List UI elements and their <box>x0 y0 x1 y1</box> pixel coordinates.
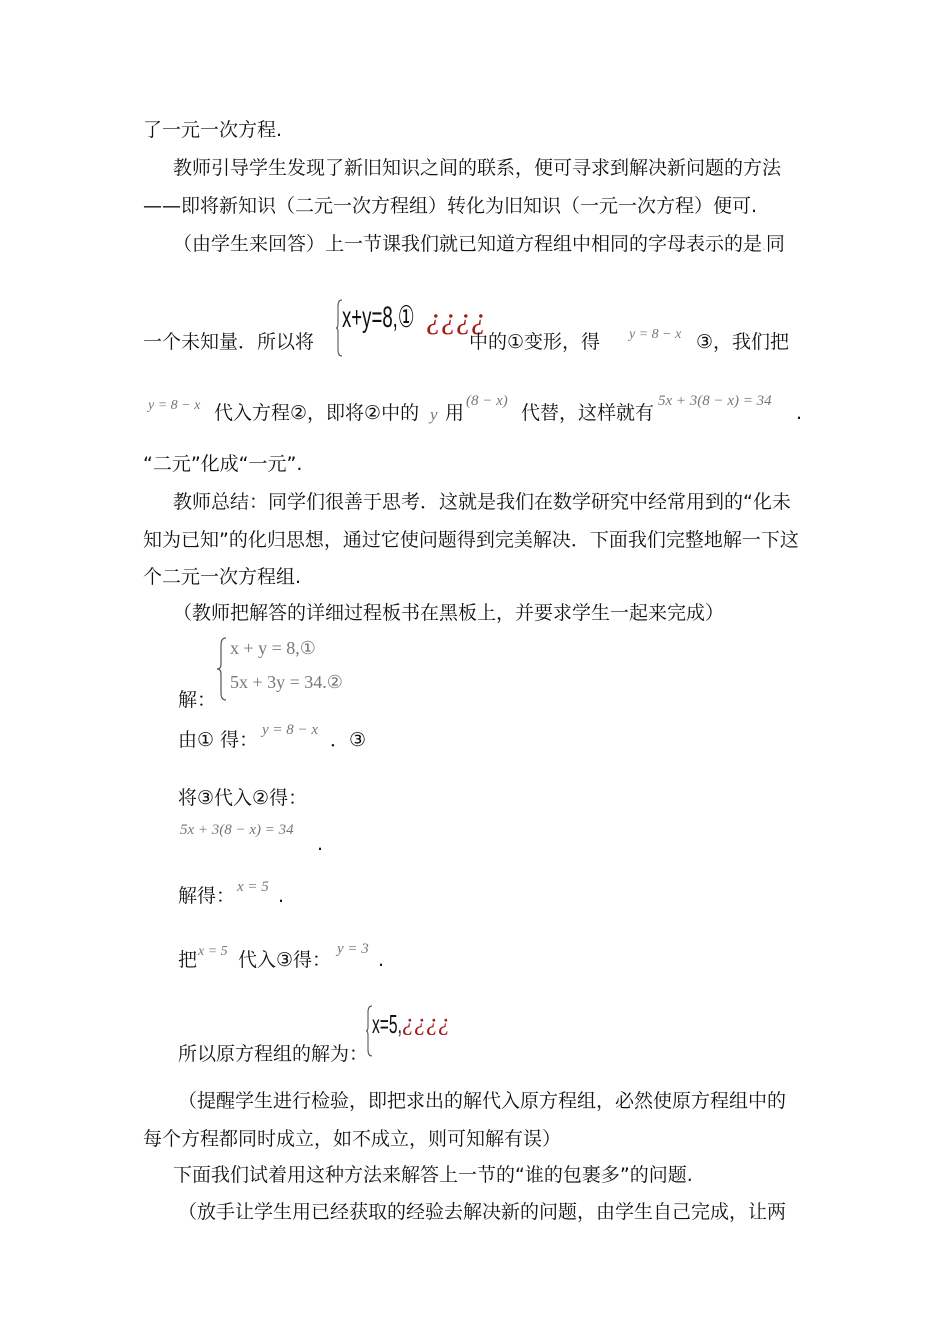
text-line: 个二元一次方程组. <box>143 566 302 588</box>
text-line: 解： <box>178 689 217 711</box>
text-line: 代入方程②，即将②中的 <box>214 402 420 424</box>
equation-line: x + y = 8,① <box>230 638 316 658</box>
text-line: . <box>278 885 285 907</box>
text-line: （放手让学生用已经获取的经验去解决新的问题，由学生自己完成，让两 <box>178 1201 787 1223</box>
text-line: ③，我们把 <box>696 331 790 353</box>
text-line: 教师总结：同学们很善于思考．这就是我们在数学研究中经常用到的“化未 <box>173 491 791 513</box>
garbled-text: ¿¿¿¿ <box>402 1010 450 1036</box>
text-segment: 同 <box>765 233 785 255</box>
text-line: ——即将新知识（二元一次方程组）转化为旧知识（一元一次方程）便可. <box>143 195 758 217</box>
math-y-eq: y = 8 − x <box>629 327 682 342</box>
text-line: ．③ <box>330 729 367 751</box>
text-line: 解得： <box>178 885 236 907</box>
equation-text: x=5, <box>372 1009 402 1039</box>
text-line: 用 <box>445 402 465 424</box>
text-line: （教师把解答的详细过程板书在黑板上，并要求学生一起来完成） <box>173 602 725 624</box>
text-line: 代替，这样就有 <box>521 402 655 424</box>
text-line: 一个未知量．所以将 <box>143 331 315 353</box>
math-subst: 5x + 3(8 − x) = 34 <box>658 393 772 409</box>
text-line: （提醒学生进行检验，即把求出的解代入原方程组，必然使原方程组中的 <box>178 1090 787 1112</box>
math-subst: 5x + 3(8 − x) = 34 <box>180 822 294 838</box>
text-line: （由学生来回答）上一节课我们就已知道方程组中相同的字母表示的是.同 <box>173 233 785 255</box>
text-segment: （由学生来回答）上一节课我们就已知道方程组中相同的字母表示的是 <box>173 233 763 255</box>
text-line: 所以原方程组的解为： <box>178 1043 369 1065</box>
text-line: 把 <box>178 949 198 971</box>
math-y-eq: y = 8 − x <box>262 722 319 738</box>
math-x-eq: x = 5 <box>237 879 269 895</box>
text-line: 中的①变形，得 <box>469 331 601 353</box>
brace-icon <box>216 636 228 702</box>
math-x-eq: x = 5 <box>198 944 228 959</box>
text-line: 代入③得： <box>238 949 332 971</box>
math-y-eq: y = 8 − x <box>148 398 201 413</box>
math-y-eq: y = 3 <box>337 941 369 957</box>
text-line: “二元”化成“一元”. <box>143 453 303 475</box>
text-line: 教师引导学生发现了新旧知识之间的联系，便可寻求到解决新问题的方法 <box>173 157 782 179</box>
text-line: . <box>796 402 803 424</box>
garbled-text: ¿¿¿¿ <box>426 302 486 335</box>
math-var-y: y <box>430 405 438 424</box>
text-line: 知为已知”的化归思想，通过它使问题得到完美解决．下面我们完整地解一下这 <box>143 529 799 551</box>
text-line: 下面我们试着用这种方法来解答上一节的“谁的包裹多”的问题. <box>173 1164 693 1186</box>
text-line: 将③代入②得： <box>178 787 308 809</box>
equation-text: x+y=8,① <box>342 301 415 334</box>
text-line: . <box>378 949 385 971</box>
text-line: 每个方程都同时成立，如不成立，则可知解有误） <box>143 1128 562 1150</box>
text-line: 由① 得： <box>178 729 259 751</box>
text-line: . <box>317 833 324 855</box>
math-paren: (8 − x) <box>466 393 508 409</box>
text-line: 了一元一次方程. <box>143 119 283 141</box>
equation-line: 5x + 3y = 34.② <box>230 672 343 692</box>
